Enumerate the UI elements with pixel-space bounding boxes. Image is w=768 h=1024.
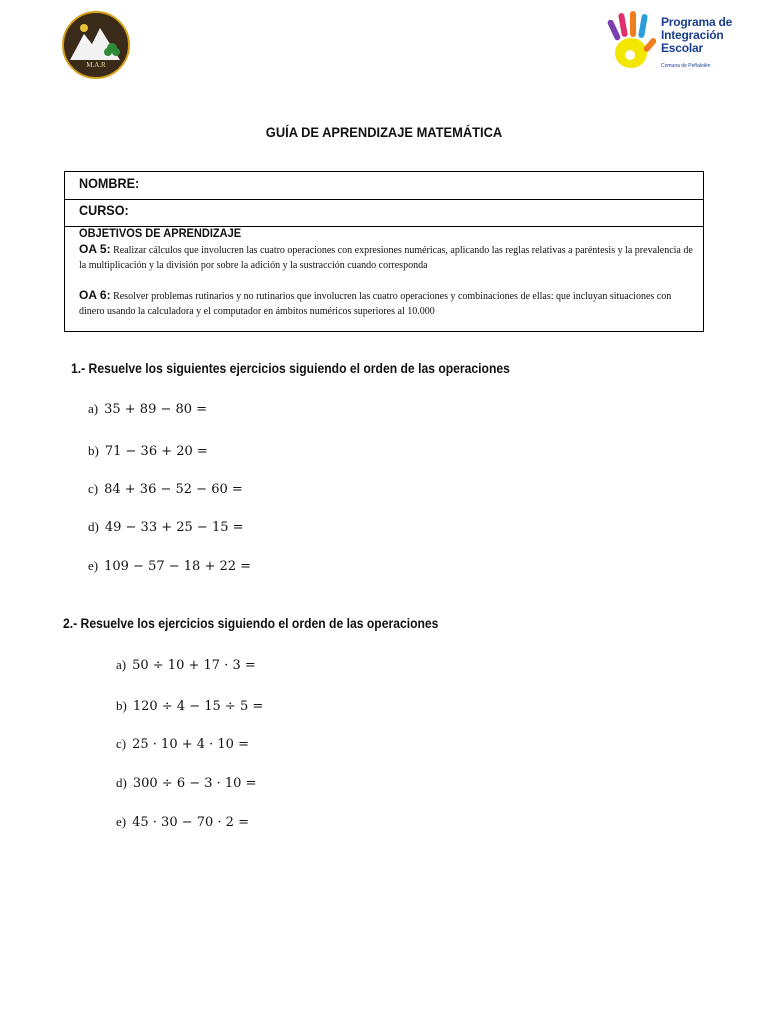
exercise-label: b) bbox=[88, 443, 99, 458]
oa5-objective bbox=[79, 242, 693, 273]
school-logo-text: M.A.R bbox=[86, 61, 106, 69]
program-title: Programa de Integración Escolar bbox=[661, 15, 733, 55]
exercise-label: d) bbox=[116, 775, 127, 790]
course-row[interactable] bbox=[65, 199, 703, 227]
exercise-expression: 120 ÷ 4 − 15 ÷ 5 = bbox=[132, 699, 264, 714]
page-title: GUÍA DE APRENDIZAJE MATEMÁTICA bbox=[265, 124, 503, 140]
exercise-expression: 71 − 36 + 20 = bbox=[104, 444, 208, 459]
name-label: NOMBRE: bbox=[79, 175, 140, 191]
exercise-label: b) bbox=[116, 698, 127, 713]
course-label: CURSO: bbox=[79, 202, 129, 218]
program-logo bbox=[603, 9, 733, 73]
exercise-label: d) bbox=[88, 519, 99, 534]
exercise-expression: 35 + 89 − 80 = bbox=[104, 402, 208, 417]
exercise-1c bbox=[88, 481, 243, 497]
oa6-label: OA 6: bbox=[79, 288, 111, 302]
name-row[interactable] bbox=[65, 172, 703, 200]
exercise-expression: 109 − 57 − 18 + 22 = bbox=[104, 559, 252, 574]
exercise-expression: 84 + 36 − 52 − 60 = bbox=[104, 482, 243, 497]
hand-icon bbox=[603, 9, 659, 73]
exercise-1d bbox=[88, 519, 244, 535]
exercise-expression: 25 · 10 + 4 · 10 = bbox=[132, 737, 249, 752]
exercise-label: a) bbox=[88, 401, 99, 416]
exercise-label: c) bbox=[116, 736, 127, 751]
exercise-expression: 45 · 30 − 70 · 2 = bbox=[132, 815, 249, 830]
exercise-label: a) bbox=[116, 657, 127, 672]
oa6-objective bbox=[79, 288, 693, 319]
student-info-box bbox=[64, 171, 704, 332]
objectives-heading: OBJETIVOS DE APRENDIZAJE bbox=[79, 226, 242, 240]
exercise-1e bbox=[88, 558, 251, 574]
school-logo bbox=[62, 10, 130, 80]
exercise-label: e) bbox=[116, 814, 127, 829]
exercise-expression: 50 ÷ 10 + 17 · 3 = bbox=[132, 658, 256, 673]
exercise-expression: 49 − 33 + 25 − 15 = bbox=[104, 520, 244, 535]
exercise-expression: 300 ÷ 6 − 3 · 10 = bbox=[132, 776, 257, 791]
exercise-1a bbox=[88, 401, 207, 417]
exercise-2a bbox=[116, 657, 256, 673]
oa6-text: Resolver problemas rutinarios y no rutinarios que involucren las cuatro operaciones y combinaciones de ellas: que incluyan situaciones con dinero usando la calculadora y el computador en ámbitos numéricos superiores al 10.000 bbox=[79, 291, 672, 317]
section2-title: 2.- Resuelve los ejercicios siguiendo el orden de las operaciones bbox=[63, 616, 439, 631]
exercise-label: c) bbox=[88, 481, 99, 496]
program-subtitle: Comuna de Peñalolén bbox=[661, 63, 711, 69]
exercise-2b bbox=[116, 698, 263, 714]
exercise-2e bbox=[116, 814, 249, 830]
exercise-2d bbox=[116, 775, 256, 791]
exercise-label: e) bbox=[88, 558, 99, 573]
section1-title: 1.- Resuelve los siguientes ejercicios siguiendo el orden de las operaciones bbox=[71, 361, 510, 376]
exercise-2c bbox=[116, 736, 249, 752]
exercise-1b bbox=[88, 443, 208, 459]
oa5-text: Realizar cálculos que involucren las cuatro operaciones con expresiones numéricas, aplicando las reglas relativas a paréntesis y la prevalencia de la multiplicación y la división por sobre la adición y la sustracción cuando corresponda bbox=[79, 245, 693, 271]
oa5-label: OA 5: bbox=[79, 242, 111, 256]
